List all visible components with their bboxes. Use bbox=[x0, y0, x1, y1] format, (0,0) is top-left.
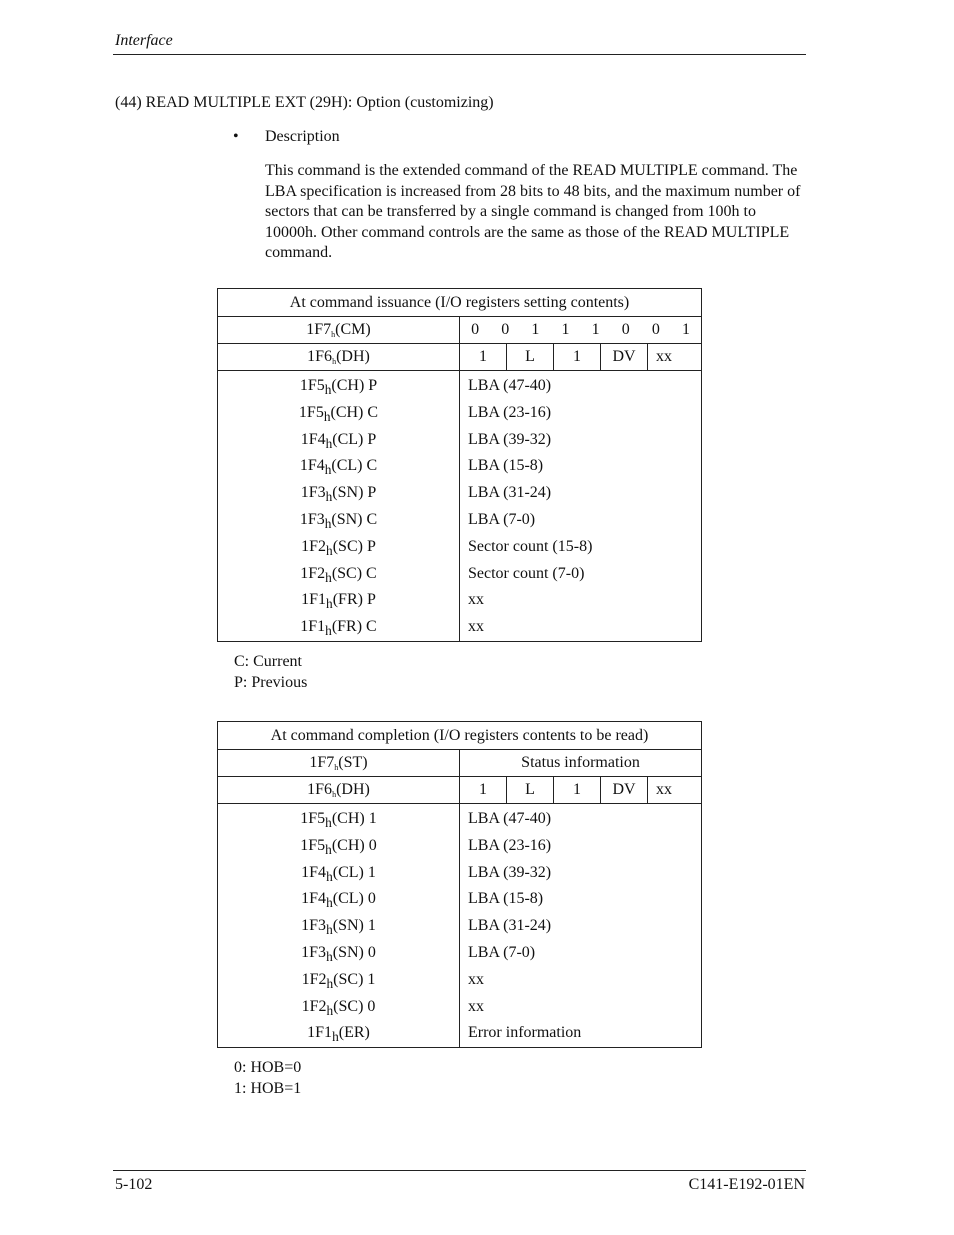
issuance-register-labels bbox=[218, 371, 460, 642]
cm-bit: 1 bbox=[681, 321, 690, 338]
completion-notes bbox=[234, 1057, 301, 1099]
register-label: $1F5_h(CH)$ 0 bbox=[300, 836, 377, 857]
register-label: $1F5_h(CH)$ C bbox=[298, 403, 379, 424]
register-value: LBA (39-32) bbox=[468, 430, 552, 448]
register-label: $1F1_h(ER)$ bbox=[307, 1024, 370, 1045]
register-value: LBA (31-24) bbox=[468, 917, 552, 935]
register-value: LBA (23-16) bbox=[468, 836, 552, 854]
issuance-table-title: At command issuance (I/O registers setting contents) bbox=[218, 289, 702, 317]
issuance-table bbox=[217, 288, 702, 642]
cm-bit: 1 bbox=[561, 321, 570, 338]
note-line: P: Previous bbox=[234, 674, 308, 691]
register-value: LBA (39-32) bbox=[468, 863, 552, 881]
register-value: Sector count (15-8) bbox=[468, 537, 593, 555]
register-label: $1F3_h(SN)$ C bbox=[299, 510, 378, 532]
register-value: LBA (7-0) bbox=[468, 943, 536, 961]
register-label: $1F2_h(SC)$ P bbox=[301, 537, 376, 558]
dh-field: DV bbox=[601, 777, 648, 803]
dh-fields bbox=[460, 777, 702, 804]
register-label: $1F3_h(SN)$ 1 bbox=[301, 917, 376, 938]
note-line: C: Current bbox=[234, 653, 302, 670]
note-line: 1: HOB=1 bbox=[234, 1080, 302, 1097]
dh-field: 1 bbox=[460, 344, 507, 370]
register-value: LBA (23-16) bbox=[468, 403, 552, 421]
register-value: LBA (47-40) bbox=[468, 810, 552, 827]
cm-bit: 0 bbox=[651, 321, 660, 338]
st-register-label: $1F7_h(ST)$ bbox=[218, 750, 460, 777]
register-value: xx bbox=[468, 591, 484, 609]
completion-table bbox=[217, 721, 702, 1048]
register-label: $1F3_h(SN)$ P bbox=[300, 484, 377, 505]
header-rule bbox=[113, 54, 806, 55]
register-label: $1F1_h(FR)$ C bbox=[300, 618, 377, 639]
register-value: LBA (31-24) bbox=[468, 484, 552, 502]
register-value: xx bbox=[468, 970, 484, 988]
register-label: $1F4_h(CL)$ C bbox=[299, 457, 378, 478]
register-label: $1F2_h(SC)$ 0 bbox=[301, 997, 376, 1018]
dh-field: 1 bbox=[554, 344, 601, 370]
cm-bits bbox=[460, 317, 702, 344]
description-paragraph: This command is the extended command of the READ MULTIPLE command. The LBA specification is increased from 28 bits to 48 bits, and the maximum number of sectors that can be transferred by a single command is changed from 100h to 10000h. Other command controls are the same as those of the READ MULTIPLE command. bbox=[265, 162, 801, 261]
register-label: $1F2_h(SC)$ C bbox=[300, 564, 377, 585]
bullet-label: Description bbox=[265, 128, 340, 145]
dh-register-label: $1F6_h(DH)$ bbox=[218, 344, 460, 371]
register-value: xx bbox=[468, 618, 484, 636]
register-label: $1F3_h(SN)$ 0 bbox=[301, 943, 376, 965]
issuance-notes bbox=[234, 651, 307, 693]
bullet-symbol: • bbox=[233, 128, 239, 145]
register-value: LBA (15-8) bbox=[468, 457, 544, 475]
register-label: $1F4_h(CL)$ 0 bbox=[301, 890, 376, 911]
cm-bit: 0 bbox=[501, 321, 510, 338]
page-header-title: Interface bbox=[115, 32, 173, 49]
register-value: Sector count (7-0) bbox=[468, 564, 585, 582]
dh-field: 1 bbox=[554, 777, 601, 803]
document-id: C141-E192-01EN bbox=[688, 1176, 805, 1193]
completion-register-values bbox=[460, 804, 702, 1048]
cm-bit: 0 bbox=[621, 321, 630, 338]
completion-table-title: At command completion (I/O registers contents to be read) bbox=[218, 722, 702, 750]
dh-field: L bbox=[507, 777, 554, 803]
dh-field: xx bbox=[656, 781, 672, 798]
register-value: LBA (47-40) bbox=[468, 377, 552, 394]
register-label: $1F4_h(CL)$ P bbox=[300, 430, 377, 451]
register-label: $1F4_h(CL)$ 1 bbox=[301, 863, 376, 884]
dh-register-label: $1F6_h(DH)$ bbox=[218, 777, 460, 804]
dh-field: L bbox=[507, 344, 554, 370]
dh-field: 1 bbox=[460, 777, 507, 803]
cm-bit: 1 bbox=[591, 321, 600, 338]
page-number: 5-102 bbox=[115, 1176, 153, 1193]
register-label: $1F5_h(CH)$ 1 bbox=[300, 810, 377, 831]
issuance-register-values bbox=[460, 371, 702, 642]
dh-fields bbox=[460, 344, 702, 371]
description-bullet bbox=[233, 128, 340, 146]
cm-bit: 0 bbox=[471, 321, 480, 338]
dh-field: xx bbox=[656, 348, 672, 365]
cm-bit: 1 bbox=[531, 321, 540, 338]
register-label: $1F1_h(FR)$ P bbox=[301, 591, 376, 612]
status-information: Status information bbox=[460, 750, 702, 777]
dh-field: DV bbox=[601, 344, 648, 370]
cm-register-label: $1F7_h(CM)$ bbox=[218, 317, 460, 344]
register-label: $1F5_h(CH)$ P bbox=[299, 377, 378, 398]
register-value: xx bbox=[468, 997, 484, 1015]
completion-register-labels bbox=[218, 804, 460, 1048]
register-value: LBA (7-0) bbox=[468, 510, 536, 528]
register-value: Error information bbox=[468, 1024, 582, 1042]
footer-rule bbox=[113, 1170, 806, 1171]
note-line: 0: HOB=0 bbox=[234, 1059, 302, 1076]
register-value: LBA (15-8) bbox=[468, 890, 544, 908]
section-title: (44) READ MULTIPLE EXT (29H): Option (customizing) bbox=[115, 94, 494, 111]
register-label: $1F2_h(SC)$ 1 bbox=[301, 970, 376, 991]
